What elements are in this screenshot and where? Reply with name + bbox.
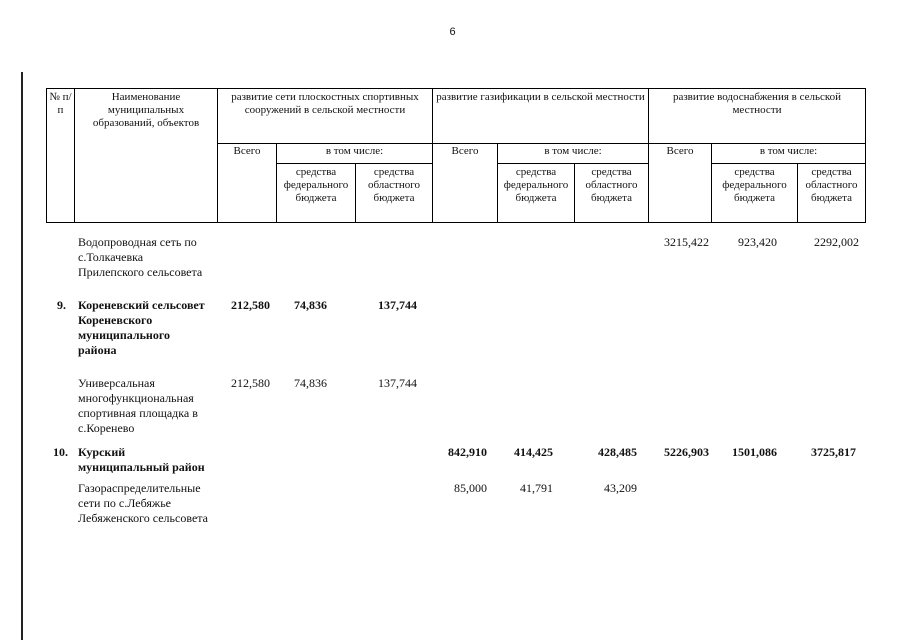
header-col-name: Наименование муниципальных образований, объектов	[75, 89, 218, 223]
sport-total: 212,580	[231, 376, 270, 390]
table-header	[46, 88, 866, 223]
header-federal-gas: средства федерального бюджета	[498, 164, 575, 223]
header-total-gas: Всего	[433, 144, 498, 223]
header-group-gas: развитие газификации в сельской местности	[433, 89, 649, 144]
water-total: 3215,422	[664, 235, 709, 249]
header-group-water: развитие водоснабжения в сельской местности	[649, 89, 866, 144]
gas-total: 85,000	[454, 481, 487, 495]
gas-regional: 43,209	[604, 481, 637, 495]
water-federal: 923,420	[738, 235, 777, 249]
sport-federal: 74,836	[294, 376, 327, 390]
gas-federal: 41,791	[520, 481, 553, 495]
water-regional: 2292,002	[814, 235, 859, 249]
gas-federal: 414,425	[514, 445, 553, 459]
row-number: 9.	[57, 298, 66, 312]
header-federal-water: средства федерального бюджета	[712, 164, 798, 223]
sport-regional: 137,744	[378, 376, 417, 390]
row-number: 10.	[53, 445, 68, 459]
header-total-sport: Всего	[218, 144, 277, 223]
row-name: Кореневский сельсовет Кореневского муниципального района	[78, 298, 205, 357]
header-including-gas: в том числе:	[498, 144, 649, 164]
header-federal-sport: средства федерального бюджета	[277, 164, 356, 223]
row-name: Универсальная многофункциональная спортивная площадка в с.Коренево	[78, 376, 198, 435]
row-name: Водопроводная сеть по с.Толкачевка Прилепского сельсовета	[78, 235, 203, 279]
page-number: 6	[449, 26, 456, 38]
sport-total: 212,580	[231, 298, 270, 312]
gas-total: 842,910	[448, 445, 487, 459]
sport-federal: 74,836	[294, 298, 327, 312]
row-name: Курский муниципальный район	[78, 445, 205, 474]
header-col-number: № п/п	[47, 89, 75, 223]
water-federal: 1501,086	[732, 445, 777, 459]
header-group-sport: развитие сети плоскостных спортивных сооружений в сельской местности	[218, 89, 433, 144]
row-name: Газораспределительные сети по с.Лебяжье Лебяженского сельсовета	[78, 481, 208, 525]
gas-regional: 428,485	[598, 445, 637, 459]
sport-regional: 137,744	[378, 298, 417, 312]
left-margin-rule	[21, 72, 23, 640]
header-regional-sport: средства областного бюджета	[356, 164, 433, 223]
header-regional-gas: средства областного бюджета	[575, 164, 649, 223]
header-total-water: Всего	[649, 144, 712, 223]
water-total: 5226,903	[664, 445, 709, 459]
header-including-water: в том числе:	[712, 144, 866, 164]
header-including-sport: в том числе:	[277, 144, 433, 164]
header-regional-water: средства областного бюджета	[798, 164, 866, 223]
water-regional: 3725,817	[811, 445, 856, 459]
